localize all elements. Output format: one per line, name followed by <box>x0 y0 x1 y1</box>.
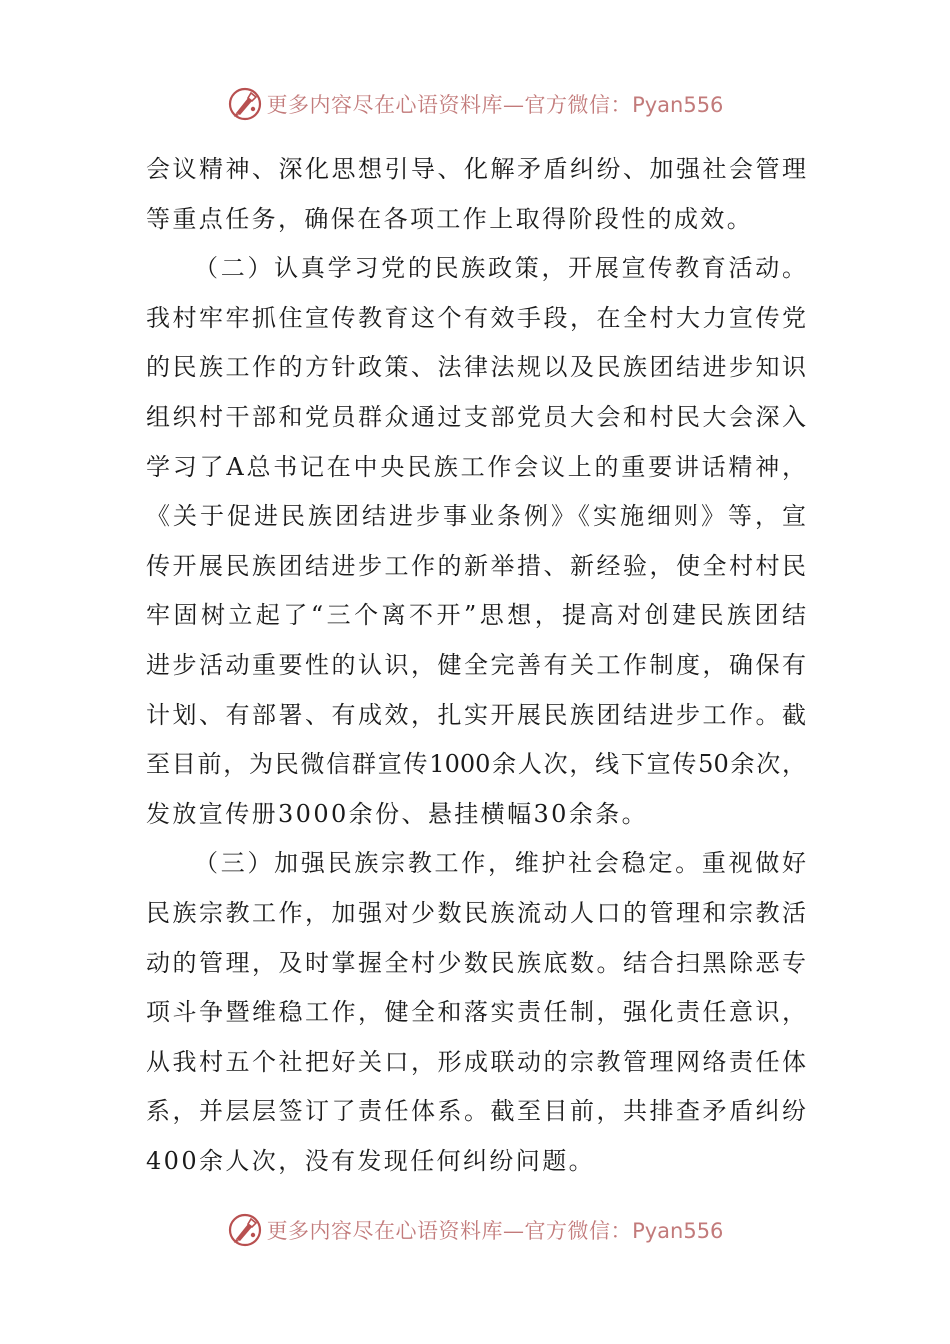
watermark-banner-bottom <box>0 1210 950 1250</box>
text-line: （三）加强民族宗教工作，维护社会稳定。重视做好 <box>194 849 806 878</box>
watermark-banner-top <box>0 84 950 124</box>
text-line: 会议精神、深化思想引导、化解矛盾纠纷、加强社会管理 <box>146 155 806 183</box>
wechat-handle: Pyan556 <box>632 93 724 117</box>
text-line: 计划、有部署、有成效，扎实开展民族团结进步工作。截 <box>146 700 806 729</box>
text-line: 从我村五个社把好关口，形成联动的宗教管理网络责任体 <box>146 1047 806 1076</box>
paragraph <box>146 839 806 1186</box>
text-line: 等重点任务，确保在各项工作上取得阶段性的成效。 <box>146 204 754 233</box>
text-line: 组织村干部和党员群众通过支部党员大会和村民大会深入 <box>146 402 806 431</box>
text-line: 牢固树立起了“三个离不开”思想，提高对创建民族团结 <box>146 601 806 630</box>
text-line: 项斗争暨维稳工作，健全和落实责任制，强化责任意识， <box>146 998 806 1027</box>
wechat-handle: Pyan556 <box>632 1219 724 1243</box>
text-line: 发放宣传册3000余份、悬挂横幅30余条。 <box>146 799 649 828</box>
pen-nib-logo-icon <box>227 1212 263 1248</box>
text-line: （二）认真学习党的民族政策，开展宣传教育活动。 <box>194 254 806 283</box>
text-line: 《关于促进民族团结进步事业条例》《实施细则》等，宣 <box>146 502 806 531</box>
watermark-text: 更多内容尽在心语资料库—官方微信：Pyan556 <box>266 93 724 117</box>
text-line: 民族宗教工作，加强对少数民族流动人口的管理和宗教活 <box>146 898 806 927</box>
text-line: 学习了A总书记在中央民族工作会议上的重要讲话精神， <box>146 452 806 481</box>
watermark-text: 更多内容尽在心语资料库—官方微信：Pyan556 <box>266 1219 724 1243</box>
pen-nib-logo-icon <box>227 86 263 122</box>
text-line: 的民族工作的方针政策、法律法规以及民族团结进步知识 <box>146 353 806 382</box>
paragraph <box>146 145 806 244</box>
text-line: 我村牢牢抓住宣传教育这个有效手段，在全村大力宣传党 <box>146 303 806 332</box>
text-line: 动的管理，及时掌握全村少数民族底数。结合扫黑除恶专 <box>146 948 806 977</box>
document-body <box>146 145 806 1186</box>
paragraph <box>146 244 806 839</box>
text-line: 传开展民族团结进步工作的新举措、新经验，使全村村民 <box>146 551 806 580</box>
text-line: 至目前，为民微信群宣传1000余人次，线下宣传50余次， <box>146 750 806 779</box>
text-line: 进步活动重要性的认识，健全完善有关工作制度，确保有 <box>146 650 806 679</box>
text-line: 系，并层层签订了责任体系。截至目前，共排查矛盾纠纷 <box>146 1097 806 1126</box>
text-line: 400余人次，没有发现任何纠纷问题。 <box>146 1146 596 1175</box>
